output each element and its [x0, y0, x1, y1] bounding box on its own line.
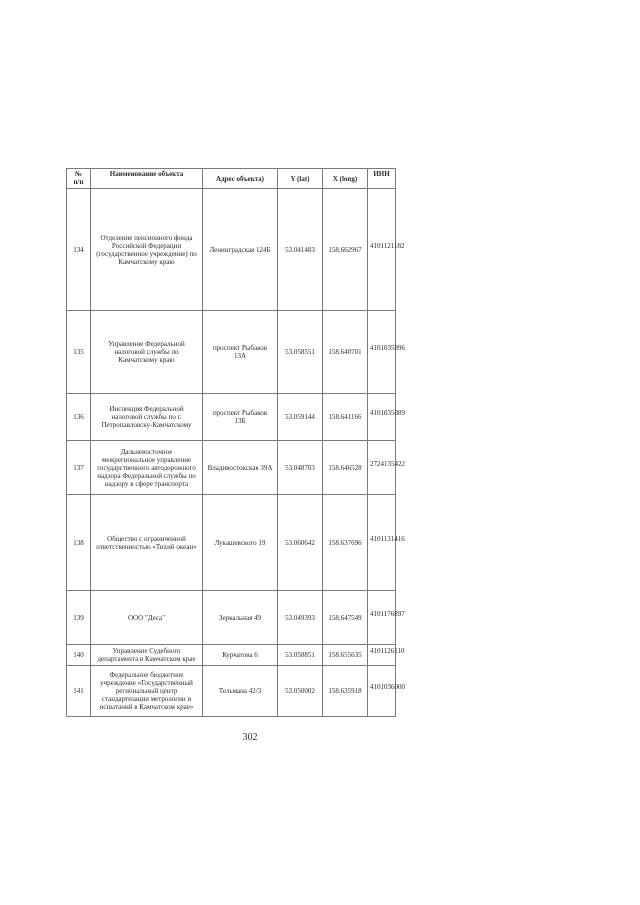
cell-long: 158.635918: [323, 666, 368, 717]
table-row: [67, 394, 396, 441]
inn-value: 4101036000: [370, 683, 405, 691]
cell-long: 158.647549: [323, 591, 368, 645]
cell-lat: 53.041483: [278, 189, 323, 311]
cell-long: 158.637696: [323, 495, 368, 591]
cell-number: 138: [67, 495, 91, 591]
cell-number: 135: [67, 311, 91, 394]
cell-inn: [368, 495, 405, 591]
header-inn: ИНН: [368, 169, 396, 189]
cell-number: 134: [67, 189, 91, 311]
table-row: [67, 591, 396, 645]
cell-address: Владивостокская 39А: [203, 441, 278, 495]
cell-inn: [368, 441, 405, 495]
table-row: [67, 311, 396, 394]
cell-long: 158.641166: [323, 394, 368, 441]
inn-value: 4101035889: [370, 409, 405, 417]
cell-lat: 53.049393: [278, 591, 323, 645]
cell-address: Зеркальная 49: [203, 591, 278, 645]
cell-name: ООО "Деса": [91, 591, 203, 645]
cell-address: Ленинградская 124Б: [203, 189, 278, 311]
table-row: [67, 189, 396, 311]
cell-inn: [368, 189, 405, 311]
cell-name: Отделение пенсионного фонда Российской Федерации (государственное учреждение) по Камчатскому краю: [91, 189, 203, 311]
cell-name: Управление Федеральной налоговой службы по Камчатскому краю: [91, 311, 203, 394]
header-row: [67, 169, 396, 189]
inn-value: 4101121182: [370, 241, 405, 250]
cell-address: Курчатова 6: [203, 645, 278, 666]
cell-long: 158.655635: [323, 645, 368, 666]
cell-address: Тельмана 42/3: [203, 666, 278, 717]
cell-name: Дальневосточное межрегиональное управление государственного автодорожного надзора Федеральной службы по надзору в сфере транспорта: [91, 441, 203, 495]
cell-number: 140: [67, 645, 91, 666]
header-long: X (long): [323, 169, 368, 189]
cell-number: 136: [67, 394, 91, 441]
cell-name: Федеральное бюджетное учреждение «Государственный региональный центр стандартизации метрологии и испытаний в Камчатском крае»: [91, 666, 203, 717]
inn-value: 4101176897: [370, 609, 405, 618]
table-row: [67, 645, 396, 666]
cell-inn: [368, 394, 405, 441]
cell-lat: 53.058551: [278, 311, 323, 394]
cell-lat: 53.058851: [278, 645, 323, 666]
header-lat: Y (lat): [278, 169, 323, 189]
table-row: [67, 666, 396, 717]
cell-lat: 53.059144: [278, 394, 323, 441]
cell-address: проспект Рыбаков 13А: [203, 311, 278, 394]
cell-inn: [368, 645, 405, 666]
cell-number: 141: [67, 666, 91, 717]
cell-lat: 53.048703: [278, 441, 323, 495]
cell-address: проспект Рыбаков 13Б: [203, 394, 278, 441]
cell-lat: 53.050002: [278, 666, 323, 717]
header-name: Наименование объекта: [91, 169, 203, 189]
cell-number: 139: [67, 591, 91, 645]
objects-table: [66, 168, 405, 717]
cell-inn: [368, 311, 405, 394]
cell-number: 137: [67, 441, 91, 495]
cell-name: Общество с ограниченной ответственностью «Тихий океан»: [91, 495, 203, 591]
inn-value: 4101126110: [370, 647, 405, 655]
table-row: [67, 495, 396, 591]
cell-name: Управление Судебного департамента в Камчатском крае: [91, 645, 203, 666]
header-address: Адрес объекта): [203, 169, 278, 189]
cell-name: Инспекция Федеральной налоговой службы по г. Петропавловску-Камчатскому: [91, 394, 203, 441]
inn-value: 4101035896: [370, 344, 405, 352]
cell-inn: [368, 666, 405, 717]
cell-address: Лукашевского 19: [203, 495, 278, 591]
inn-value: 4101131416: [370, 534, 405, 543]
page-number: 302: [242, 732, 258, 743]
table-row: [67, 441, 396, 495]
cell-lat: 53.060642: [278, 495, 323, 591]
inn-value: 2724135422: [370, 459, 405, 468]
cell-long: 158.662967: [323, 189, 368, 311]
cell-inn: [368, 591, 405, 645]
cell-long: 158.640701: [323, 311, 368, 394]
cell-long: 158.646528: [323, 441, 368, 495]
header-number: № п/п: [67, 169, 91, 189]
